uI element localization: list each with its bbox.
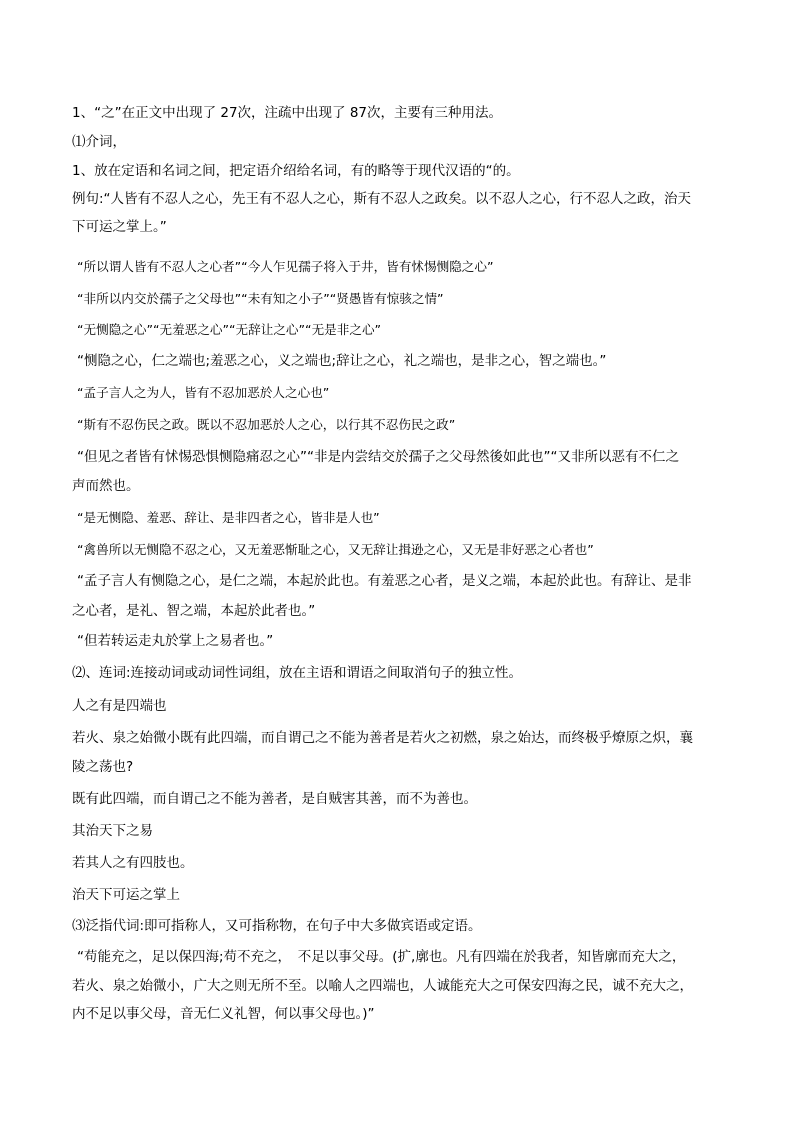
paragraph-line: 声而然也。	[72, 478, 140, 494]
paragraph-line: 下可运之掌上。”	[72, 219, 167, 235]
paragraph-line: “所以谓人皆有不忍人之心者”“今人乍见孺子将入于井，皆有怵惕恻隐之心”	[77, 259, 494, 274]
paragraph-line: “但见之者皆有怵惕恐惧恻隐痛忍之心”“非是内尝结交於孺子之父母然後如此也”“又非所以恶有不仁之	[77, 449, 679, 465]
paragraph-line: 1、放在定语和名词之间，把定语介绍给名词，有的略等于现代汉语的“的。	[72, 163, 520, 179]
paragraph-line: “斯有不忍伤民之政。既以不忍加恶於人之心，以行其不忍伤民之政”	[77, 417, 456, 432]
paragraph-line: ⑴介词，	[72, 134, 126, 150]
paragraph-line: 其治天下之易	[72, 823, 153, 839]
paragraph-line: 治天下可运之掌上	[72, 887, 180, 903]
paragraph-line: 1、“之”在正文中出现了 27次，注疏中出现了 87次，主要有三种用法。	[72, 105, 503, 121]
paragraph-line: 若火、泉之始微小既有此四端，而自谓己之不能为善者是若火之初燃，泉之始达，而终极乎燎原之炽，襄	[72, 730, 693, 746]
paragraph-line: “恻隐之心，仁之端也;羞恶之心，义之端也;辞让之心，礼之端也，是非之心，智之端也。”	[77, 353, 607, 369]
paragraph-line: ⑵、连词:连接动词或动词性词组，放在主语和谓语之间取消句子的独立性。	[72, 665, 523, 681]
paragraph-line: 若其人之有四肢也。	[72, 855, 194, 871]
paragraph-line: 之心者，是礼、智之端，本起於此者也。”	[72, 603, 316, 619]
paragraph-line: “是无恻隐、羞恶、辞让、是非四者之心，皆非是人也”	[77, 510, 380, 525]
paragraph-line: 内不足以事父母，音无仁义礼智，何以事父母也。)”	[72, 1006, 375, 1022]
paragraph-line: “禽兽所以无恻隐不忍之心，又无羞恶惭耻之心，又无辞让揖逊之心，又无是非好恶之心者也”	[77, 542, 594, 557]
paragraph-line: 陵之荡也?	[72, 759, 134, 775]
paragraph-line: “孟子言人之为人，皆有不忍加恶於人之心也”	[77, 385, 330, 400]
paragraph-line: ⑶泛指代词:即可指称人，又可指称物，在句子中大多做宾语或定语。	[72, 918, 482, 934]
paragraph-line: “孟子言人有恻隐之心，是仁之端，本起於此也。有羞恶之心者，是义之端，本起於此也。有辞让、是非	[77, 573, 692, 589]
paragraph-line: 若火、泉之始微小，广大之则无所不至。以喻人之四端也，人诚能充大之可保安四海之民，诚不充大之，	[72, 978, 693, 994]
paragraph-line: “无恻隐之心”“无羞恶之心”“无辞让之心”“无是非之心”	[77, 322, 382, 337]
paragraph-line: “但若转运走丸於掌上之易者也。”	[77, 633, 274, 649]
paragraph-line: 既有此四端，而自谓己之不能为善者，是自贼害其善，而不为善也。	[72, 791, 477, 807]
paragraph-line: “苟能充之，足以保四海;苟不充之， 不足以事父母。(扩,廓也。凡有四端在於我者，知皆廓而充大之，	[77, 949, 686, 965]
paragraph-line: 例句:“人皆有不忍人之心，先王有不忍人之心，斯有不忍人之政矣。以不忍人之心，行不忍人之政，治天	[72, 191, 692, 207]
paragraph-line: “非所以内交於孺子之父母也”“未有知之小子”“贤愚皆有惊骇之情”	[77, 291, 444, 306]
paragraph-line: 人之有是四端也	[72, 698, 167, 714]
